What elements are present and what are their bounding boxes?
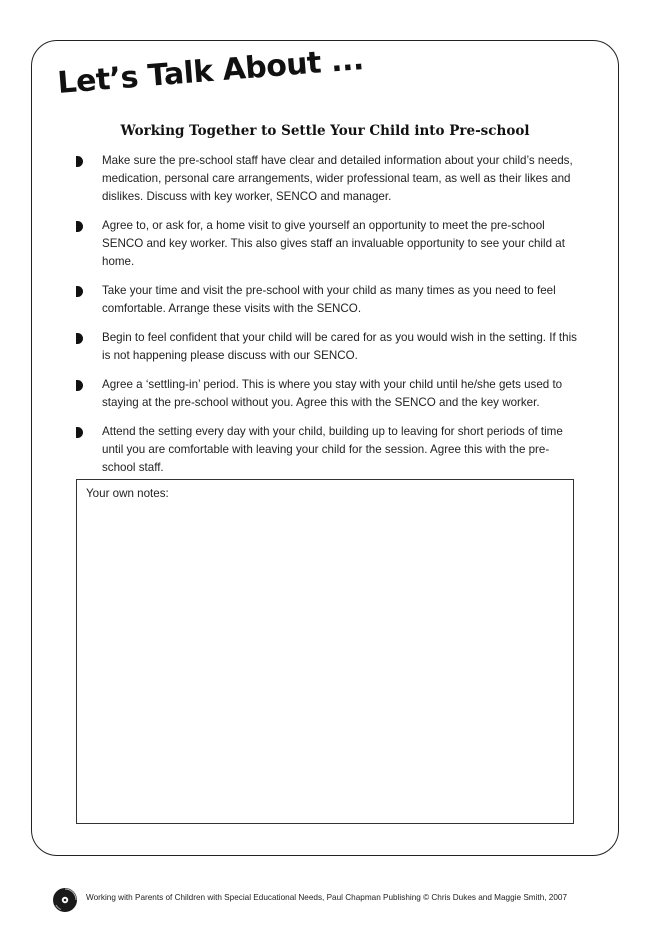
page-subtitle: Working Together to Settle Your Child into Pre-school [120,123,530,139]
list-item-text: Make sure the pre-school staff have clear and detailed information about your child’s needs, medication, personal care arrangements, wider professional team, as well as their likes and dislikes. Discuss with key worker, SENCO and manager. [102,154,573,203]
list-item [70,376,580,412]
footer-credit: Working with Parents of Children with Special Educational Needs, Paul Chapman Publishing © Chris Dukes and Maggie Smith, 2007 [86,893,568,902]
cd-disc-icon [52,887,78,913]
bullet-icon [76,427,83,438]
bullet-icon [76,333,83,344]
list-item-text: Agree a ‘settling-in’ period. This is where you stay with your child until he/she gets used to staying at the pre-school without you. Agree this with the SENCO and the key worker. [102,378,563,409]
bullet-icon [76,156,83,167]
bullet-icon [76,221,83,232]
bullet-icon [76,380,83,391]
notes-box[interactable] [76,479,574,824]
list-item [70,282,580,318]
bullet-icon [76,286,83,297]
list-item [70,217,580,271]
page-title: Let’s Talk About ... [56,42,365,101]
list-item [70,329,580,365]
list-item-text: Take your time and visit the pre-school with your child as many times as you need to feel comfortable. Arrange these visits with the SENCO. [102,284,556,315]
notes-label: Your own notes: [86,487,169,500]
list-item [70,152,580,206]
advice-list [70,152,580,488]
list-item [70,423,580,477]
list-item-text: Begin to feel confident that your child will be cared for as you would wish in the setting. If this is not happening please discuss with our SENCO. [102,331,577,362]
list-item-text: Attend the setting every day with your child, building up to leaving for short periods of time until you are comfortable with leaving your child for the session. Agree this with the pre-school staff. [102,425,563,474]
footer [52,885,622,915]
list-item-text: Agree to, or ask for, a home visit to give yourself an opportunity to meet the pre-school SENCO and key worker. This also gives staff an invaluable opportunity to see your child at home. [102,219,565,268]
